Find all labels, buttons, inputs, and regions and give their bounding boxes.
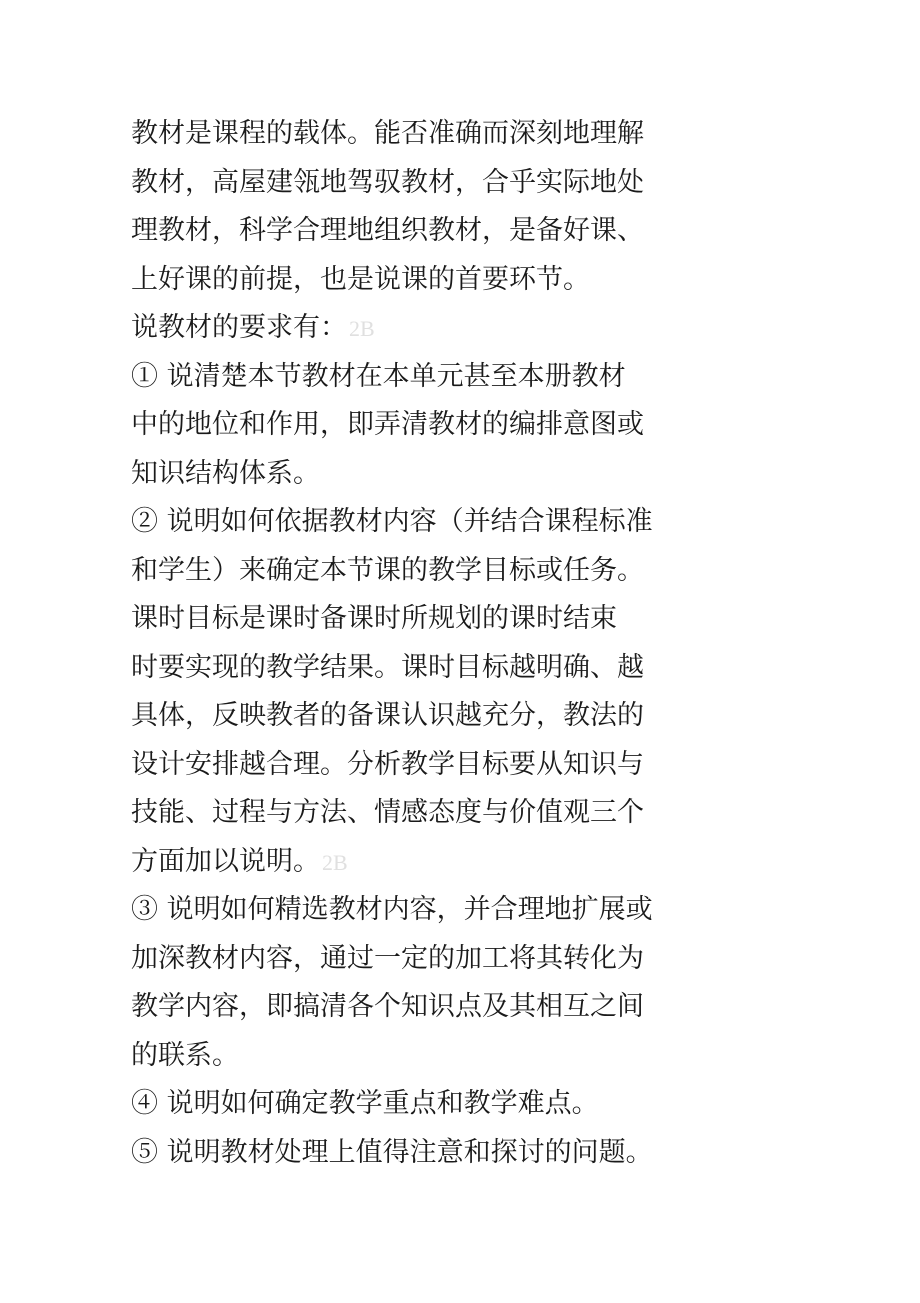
text-line: 教学内容，即搞清各个知识点及其相互之间: [131, 991, 644, 1022]
text-line: 教材，高屋建瓴地驾驭教材，合乎实际地处: [131, 166, 644, 198]
text-line: [131, 838, 731, 887]
text-line: 具体，反映教者的备课认识越充分，教法的: [131, 700, 644, 731]
text-line: 的联系。: [131, 1039, 239, 1071]
text-line: 教材是课程的载体。能否准确而深刻地理解: [131, 118, 644, 149]
text-line-content: 方面加以说明。: [131, 845, 320, 877]
text-line: [131, 304, 731, 353]
text-line: 加深教材内容，通过一定的加工将其转化为: [131, 942, 644, 974]
list-item-4: ④ 说明如何确定教学重点和教学难点。: [131, 1088, 599, 1119]
text-line: 上好课的前提，也是说课的首要环节。: [131, 263, 590, 295]
text-line: 时要实现的教学结果。课时目标越明确、越: [131, 651, 644, 683]
text-line: 理教材，科学合理地组织教材，是备好课、: [131, 215, 644, 246]
list-item-1: ① 说清楚本节教材在本单元甚至本册教材: [131, 360, 626, 392]
list-item-2: ② 说明如何依据教材内容（并结合课程标准: [131, 506, 653, 537]
text-line: 知识结构体系。: [131, 457, 320, 489]
text-line: 和学生）来确定本节课的教学目标或任务。: [131, 554, 644, 586]
list-item-5: ⑤ 说明教材处理上值得注意和探讨的问题。: [131, 1136, 653, 1168]
watermark: 2B: [349, 316, 375, 341]
watermark: 2B: [322, 849, 348, 875]
text-line: 课时目标是课时备课时所规划的课时结束: [131, 603, 617, 634]
text-line: 中的地位和作用，即弄清教材的编排意图或: [131, 409, 644, 440]
text-line: 设计安排越合理。分析教学目标要从知识与: [131, 748, 644, 780]
body-text: [131, 110, 731, 1177]
list-item-3: ③ 说明如何精选教材内容，并合理地扩展或: [131, 894, 653, 925]
requirements-heading: 说教材的要求有：: [131, 312, 347, 343]
text-line: 技能、过程与方法、情感态度与价值观三个: [131, 797, 644, 828]
